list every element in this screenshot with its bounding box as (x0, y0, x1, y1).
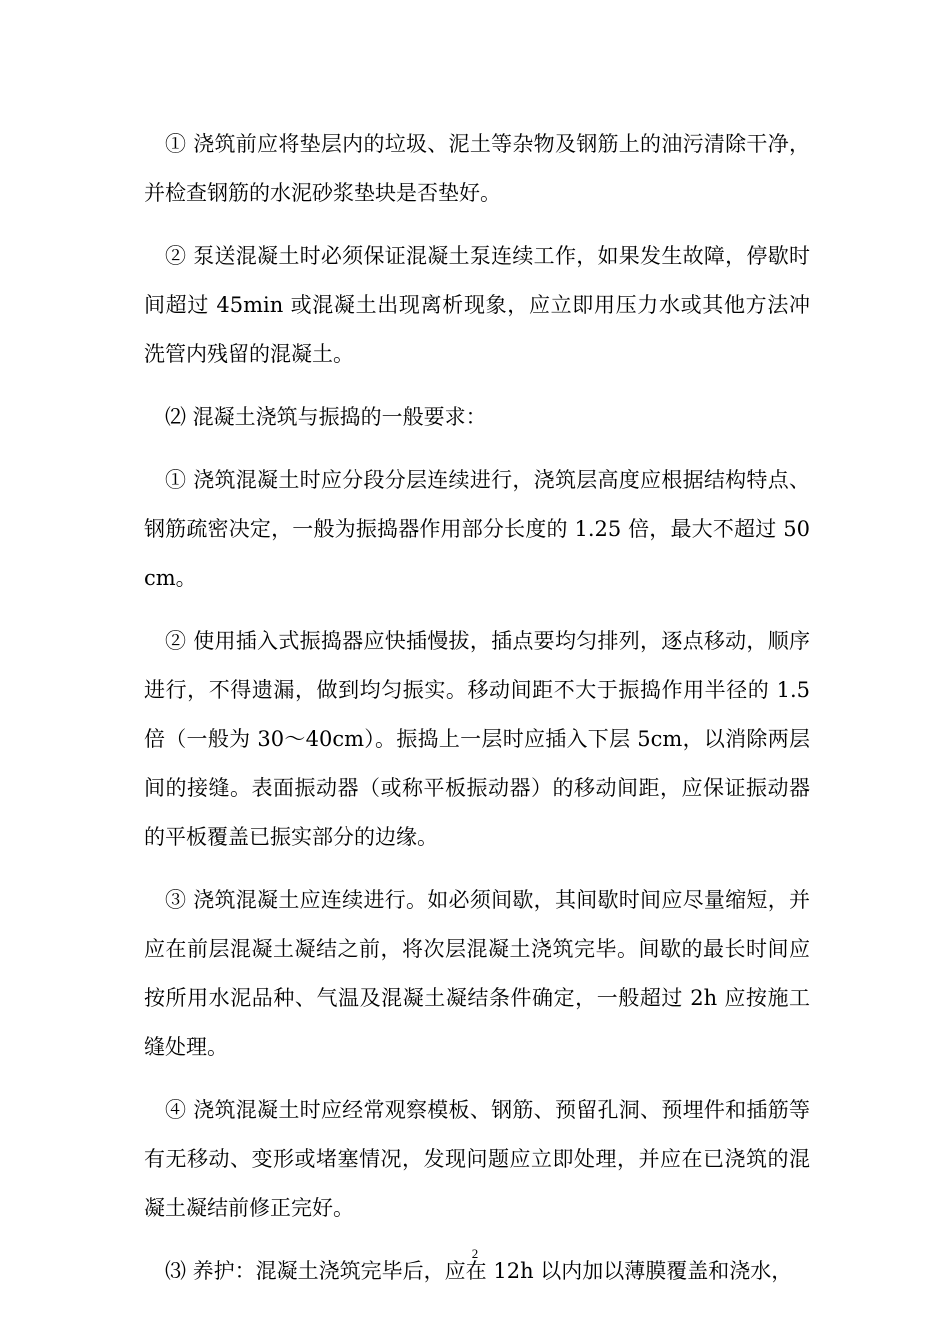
paragraph-6: ④ 浇筑混凝土时应经常观察模板、钢筋、预留孔洞、预埋件和插筋等有无移动、变形或堵塞情况，发现问题应立即处理，并应在已浇筑的混凝土凝结前修正完好。 (144, 1098, 810, 1220)
paragraph-1: ① 浇筑前应将垫层内的垃圾、泥土等杂物及钢筋上的油污清除干净，并检查钢筋的水泥砂浆垫块是否垫好。 (144, 132, 810, 205)
paragraph-5: ③ 浇筑混凝土应连续进行。如必须间歇，其间歇时间应尽量缩短，并应在前层混凝土凝结之前，将次层混凝土浇筑完毕。间歇的最长时间应按所用水泥品种、气温及混凝土凝结条件确定，一般超过 2h 应按施工缝处理。 (144, 888, 810, 1059)
paragraph-4: ② 使用插入式振捣器应快插慢拔，插点要均匀排列，逐点移动，顺序进行，不得遗漏，做到均匀振实。移动间距不大于振捣作用半径的 1.5 倍（一般为 30～40cm）。振捣上一层时应插入下层 5cm，以消除两层间的接缝。表面振动器（或称平板振动器）的移动间距，应保证振动器的平板覆盖已振实部分的边缘。 (144, 629, 810, 849)
document-body (144, 120, 810, 1310)
page-number: 2 (471, 1246, 479, 1261)
paragraph-2: ② 泵送混凝土时必须保证混凝土泵连续工作，如果发生故障，停歇时间超过 45min 或混凝土出现离析现象，应立即用压力水或其他方法冲洗管内残留的混凝土。 (144, 244, 810, 366)
section-heading: ⑵ 混凝土浇筑与振捣的一般要求： (165, 405, 487, 429)
paragraph-3: ① 浇筑混凝土时应分段分层连续进行，浇筑层高度应根据结构特点、钢筋疏密决定，一般为振捣器作用部分长度的 1.25 倍，最大不超过 50cm。 (144, 468, 810, 590)
paragraph-7: ⑶ 养护：混凝土浇筑完毕后，应在 12h 以内加以薄膜覆盖和浇水， (165, 1259, 793, 1283)
